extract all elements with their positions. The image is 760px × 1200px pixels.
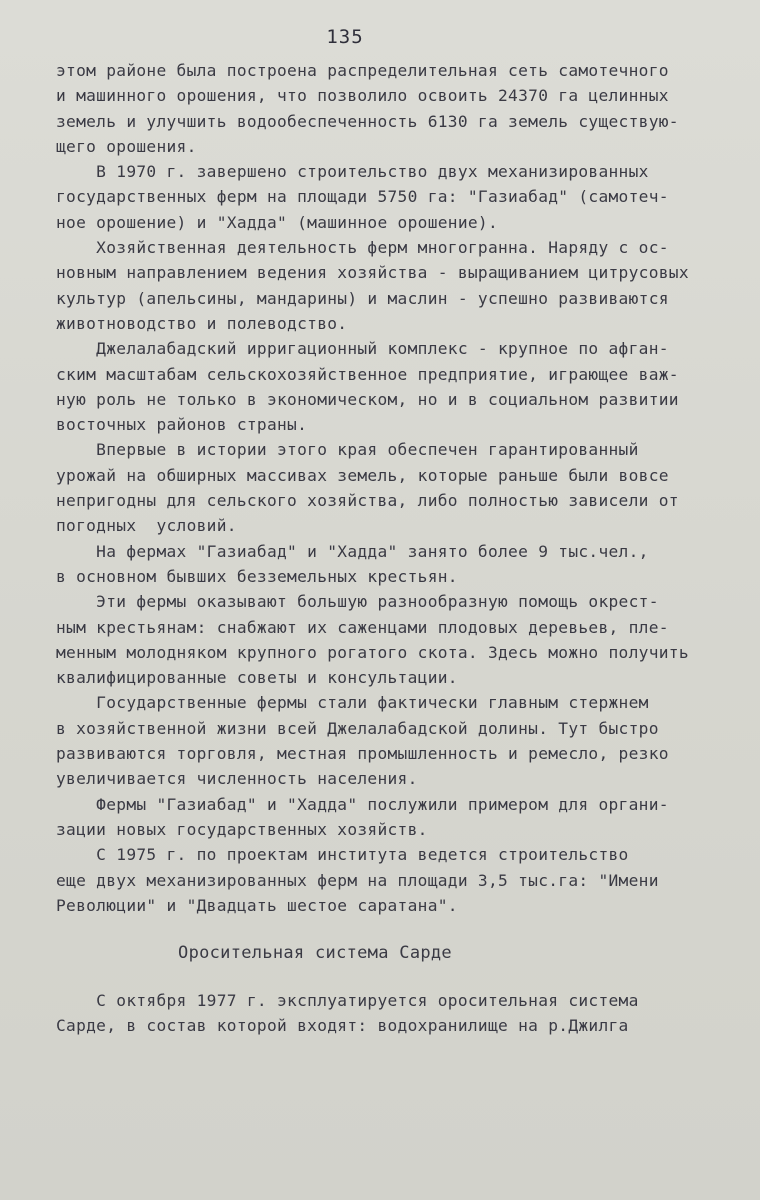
text-line: новным направлением ведения хозяйства - выращиванием цитрусовых <box>56 263 689 283</box>
paragraph <box>56 58 686 159</box>
text-line: С 1975 г. по проектам института ведется строительство <box>56 845 629 865</box>
paragraph <box>56 792 686 843</box>
text-line: Революции" и "Двадцать шестое саратана". <box>56 895 458 915</box>
text-line: восточных районов страны. <box>56 415 308 435</box>
text-line: В 1970 г. завершено строительство двух механизированных <box>56 162 649 182</box>
text-line: зации новых государственных хозяйств. <box>56 819 428 839</box>
text-line: ную роль не только в экономическом, но и в социальном развитии <box>56 389 679 409</box>
text-line: щего орошения. <box>56 136 197 156</box>
paragraph <box>56 589 689 690</box>
paragraph <box>56 159 686 235</box>
text-line: квалифицированные советы и консультации. <box>56 668 458 688</box>
text-line: ным крестьянам: снабжают их саженцами плодовых деревьев, пле- <box>56 617 669 637</box>
body-text <box>56 58 689 918</box>
text-line: непригодны для сельского хозяйства, либо полностью зависели от <box>56 491 679 511</box>
page-number: 135 <box>326 26 364 48</box>
paragraph <box>56 842 686 918</box>
paragraph <box>56 539 686 590</box>
text-line: Впервые в истории этого края обеспечен гарантированный <box>56 440 639 460</box>
text-line: и машинного орошения, что позволило освоить 24370 га целинных <box>56 86 669 106</box>
text-line: С октября 1977 г. эксплуатируется оросительная система <box>56 991 639 1010</box>
text-line: еще двух механизированных ферм на площади 3,5 тыс.га: "Имени <box>56 870 659 890</box>
text-line: в хозяйственной жизни всей Джелалабадской долины. Тут быстро <box>56 718 659 738</box>
text-line: Джелалабадский ирригационный комплекс - крупное по афган- <box>56 339 669 359</box>
text-line: государственных ферм на площади 5750 га: "Газиабад" (самотеч- <box>56 187 669 207</box>
section-body-text <box>56 988 686 1039</box>
text-line: культур (апельсины, мандарины) и маслин - успешно развиваются <box>56 288 669 308</box>
text-line: увеличивается численность населения. <box>56 769 418 789</box>
text-line: развиваются торговля, местная промышленность и ремесло, резко <box>56 744 669 764</box>
text-line: земель и улучшить водообеспеченность 6130 га земель существую- <box>56 111 679 131</box>
paragraph <box>56 235 689 336</box>
text-line: Хозяйственная деятельность ферм многогранна. Наряду с ос- <box>56 238 669 258</box>
text-line: Фермы "Газиабад" и "Хадда" послужили примером для органи- <box>56 794 669 814</box>
text-line: в основном бывших безземельных крестьян. <box>56 566 458 586</box>
section-heading: Оросительная система Сарде <box>178 943 452 963</box>
text-line: Эти фермы оказывают большую разнообразную помощь окрест- <box>56 592 659 612</box>
text-line: животноводство и полеводство. <box>56 313 348 333</box>
paragraph <box>56 437 686 538</box>
text-line: этом районе была построена распределительная сеть самотечного <box>56 61 669 80</box>
text-line: урожай на обширных массивах земель, которые раньше были вовсе <box>56 465 669 485</box>
text-line: погодных условий. <box>56 516 237 536</box>
text-line: ное орошение) и "Хадда" (машинное орошение). <box>56 212 499 232</box>
paragraph <box>56 690 686 791</box>
text-line: ским масштабам сельскохозяйственное предприятие, играющее важ- <box>56 364 679 384</box>
text-line: На фермах "Газиабад" и "Хадда" занято более 9 тыс.чел., <box>56 541 649 561</box>
text-line: Сарде, в состав которой входят: водохранилище на р.Джилга <box>56 1016 629 1036</box>
paragraph <box>56 336 686 437</box>
text-line: менным молодняком крупного рогатого скота. Здесь можно получить <box>56 642 689 662</box>
text-line: Государственные фермы стали фактически главным стержнем <box>56 693 649 713</box>
